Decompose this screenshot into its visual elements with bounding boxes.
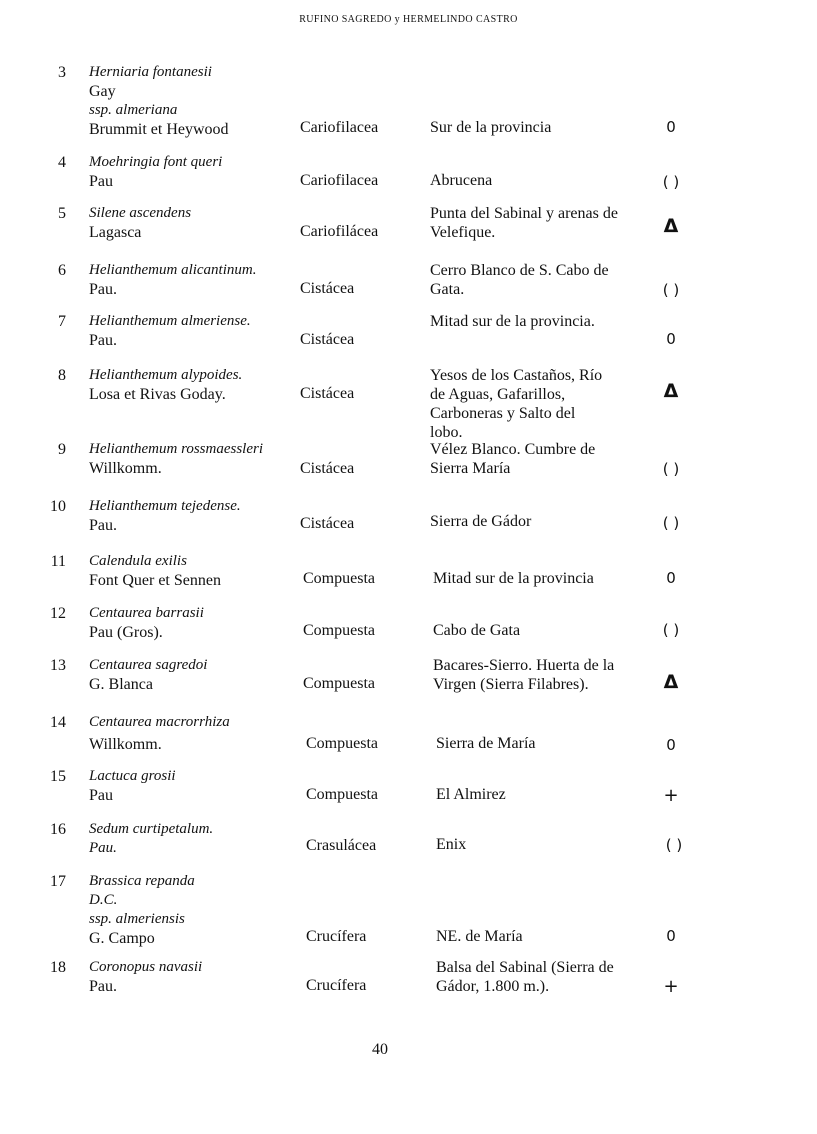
species-name bbox=[89, 204, 299, 242]
family-name: Cistácea bbox=[300, 385, 355, 402]
entry-number: 13 bbox=[50, 657, 66, 674]
entry-number: 18 bbox=[50, 959, 66, 976]
species-author: Pau. bbox=[89, 840, 117, 856]
family-name: Compuesta bbox=[306, 786, 378, 803]
species-binomial: Coronopus navasii bbox=[89, 959, 203, 975]
family-name: Cistácea bbox=[300, 280, 355, 297]
status-symbol: 0 bbox=[666, 330, 676, 348]
entry-number: 10 bbox=[50, 498, 66, 515]
species-binomial: Centaurea sagredoi bbox=[89, 657, 208, 673]
locality-text: Sur de la provincia bbox=[430, 119, 552, 136]
species-binomial: Centaurea macrorrhiza bbox=[89, 714, 230, 730]
locality-text: Cerro Blanco de S. Cabo de Gata. bbox=[430, 262, 609, 298]
status-symbol: ( ) bbox=[662, 460, 680, 478]
family-name: Cariofilacea bbox=[300, 172, 379, 189]
entry-number: 4 bbox=[58, 154, 66, 171]
family-name: Cistácea bbox=[300, 460, 355, 477]
status-symbol: ( ) bbox=[662, 173, 680, 191]
status-symbol: 0 bbox=[666, 569, 676, 587]
species-binomial: Helianthemum rossmaessleri bbox=[89, 441, 264, 457]
species-name bbox=[89, 872, 299, 948]
subspecies-name: ssp. almeriana bbox=[89, 102, 178, 118]
status-symbol: Δ bbox=[663, 671, 679, 693]
species-binomial: Calendula exilis bbox=[89, 553, 187, 569]
species-author: Pau. bbox=[89, 517, 117, 534]
status-symbol: 0 bbox=[666, 927, 676, 945]
species-binomial: Brassica repanda bbox=[89, 873, 195, 889]
species-binomial: Sedum curtipetalum. bbox=[89, 821, 214, 837]
family-name: Compuesta bbox=[306, 735, 378, 752]
status-symbol: Δ bbox=[663, 380, 679, 402]
entry-number: 3 bbox=[58, 64, 66, 81]
entry-number: 5 bbox=[58, 205, 66, 222]
status-symbol: ( ) bbox=[665, 836, 683, 854]
locality-text: Sierra de Gádor bbox=[430, 513, 532, 530]
family-name: Compuesta bbox=[303, 570, 375, 587]
species-name bbox=[89, 604, 299, 642]
family-name: Cariofilácea bbox=[300, 223, 379, 240]
species-binomial: Lactuca grosii bbox=[89, 768, 176, 784]
species-author: Willkomm. bbox=[89, 736, 162, 753]
subspecies-name: ssp. almeriensis bbox=[89, 911, 185, 927]
species-name bbox=[89, 312, 299, 350]
species-binomial: Centaurea barrasii bbox=[89, 605, 204, 621]
species-binomial: Silene ascendens bbox=[89, 205, 192, 221]
species-name bbox=[89, 820, 299, 858]
species-author: Pau bbox=[89, 173, 113, 190]
family-name: Crasulácea bbox=[306, 837, 377, 854]
status-symbol: Δ bbox=[663, 215, 679, 237]
species-author-line: Gay bbox=[89, 83, 116, 100]
locality-text: Mitad sur de la provincia. bbox=[430, 313, 595, 330]
status-symbol: 0 bbox=[666, 736, 676, 754]
locality-text: El Almirez bbox=[436, 786, 506, 803]
species-author: G. Campo bbox=[89, 930, 155, 947]
species-binomial: Helianthemum alypoides. bbox=[89, 367, 243, 383]
entry-number: 16 bbox=[50, 821, 66, 838]
species-name bbox=[89, 440, 299, 478]
species-author: Font Quer et Sennen bbox=[89, 572, 221, 589]
species-name bbox=[89, 366, 299, 404]
locality-text: NE. de María bbox=[436, 928, 523, 945]
locality-text: Sierra de María bbox=[436, 735, 536, 752]
entry-number: 8 bbox=[58, 367, 66, 384]
entry-number: 12 bbox=[50, 605, 66, 622]
species-author: Pau bbox=[89, 787, 113, 804]
family-name: Crucífera bbox=[306, 928, 367, 945]
species-binomial: Helianthemum almeriense. bbox=[89, 313, 251, 329]
species-author: Pau (Gros). bbox=[89, 624, 163, 641]
entry-number: 14 bbox=[50, 714, 66, 731]
entry-number: 9 bbox=[58, 441, 66, 458]
species-author: Lagasca bbox=[89, 224, 142, 241]
species-binomial: Herniaria fontanesii bbox=[89, 64, 212, 80]
page-number: 40 bbox=[372, 1041, 388, 1058]
locality-text: Abrucena bbox=[430, 172, 493, 189]
species-author: Losa et Rivas Goday. bbox=[89, 386, 226, 403]
species-author-line: D.C. bbox=[89, 892, 118, 908]
locality-text: Vélez Blanco. Cumbre de Sierra María bbox=[430, 441, 596, 477]
entry-number: 17 bbox=[50, 873, 66, 890]
status-symbol: ( ) bbox=[662, 514, 680, 532]
family-name: Cistácea bbox=[300, 515, 355, 532]
entry-number: 6 bbox=[58, 262, 66, 279]
locality-text: Bacares-Sierro. Huerta de la Virgen (Sierra Filabres). bbox=[433, 657, 615, 693]
species-author: G. Blanca bbox=[89, 676, 153, 693]
entry-number: 11 bbox=[50, 553, 66, 570]
running-header: RUFINO SAGREDO y HERMELINDO CASTRO bbox=[299, 14, 518, 25]
species-name bbox=[89, 767, 299, 805]
status-symbol: 0 bbox=[666, 118, 676, 136]
species-author: Pau. bbox=[89, 978, 117, 995]
species-author: Pau. bbox=[89, 281, 117, 298]
family-name: Crucífera bbox=[306, 977, 367, 994]
entry-number: 15 bbox=[50, 768, 66, 785]
locality-text: Yesos de los Castaños, Río de Aguas, Gafarillos, Carboneras y Salto del lobo. bbox=[430, 367, 603, 441]
species-binomial: Moehringia font queri bbox=[89, 154, 223, 170]
locality-text: Cabo de Gata bbox=[433, 622, 521, 639]
species-name bbox=[89, 552, 299, 590]
status-symbol: + bbox=[663, 785, 679, 806]
species-name bbox=[89, 958, 299, 996]
family-name: Compuesta bbox=[303, 622, 375, 639]
status-symbol: ( ) bbox=[662, 621, 680, 639]
locality-text: Balsa del Sabinal (Sierra de Gádor, 1.800 m.). bbox=[436, 959, 614, 995]
locality-text: Mitad sur de la provincia bbox=[433, 570, 594, 587]
species-author: Willkomm. bbox=[89, 460, 162, 477]
locality-text: Punta del Sabinal y arenas de Velefique. bbox=[430, 205, 618, 241]
family-name: Cistácea bbox=[300, 331, 355, 348]
species-author: Pau. bbox=[89, 332, 117, 349]
entry-number: 7 bbox=[58, 313, 66, 330]
species-name bbox=[89, 153, 299, 191]
species-name bbox=[89, 656, 299, 694]
species-binomial: Helianthemum alicantinum. bbox=[89, 262, 257, 278]
family-name: Cariofilacea bbox=[300, 119, 379, 136]
species-name bbox=[89, 497, 299, 535]
species-binomial: Helianthemum tejedense. bbox=[89, 498, 241, 514]
species-name bbox=[89, 63, 299, 139]
status-symbol: ( ) bbox=[662, 281, 680, 299]
species-author: Brummit et Heywood bbox=[89, 121, 229, 138]
family-name: Compuesta bbox=[303, 675, 375, 692]
species-name bbox=[89, 261, 299, 299]
species-name bbox=[89, 713, 299, 754]
locality-text: Enix bbox=[436, 836, 467, 853]
status-symbol: + bbox=[663, 976, 679, 997]
